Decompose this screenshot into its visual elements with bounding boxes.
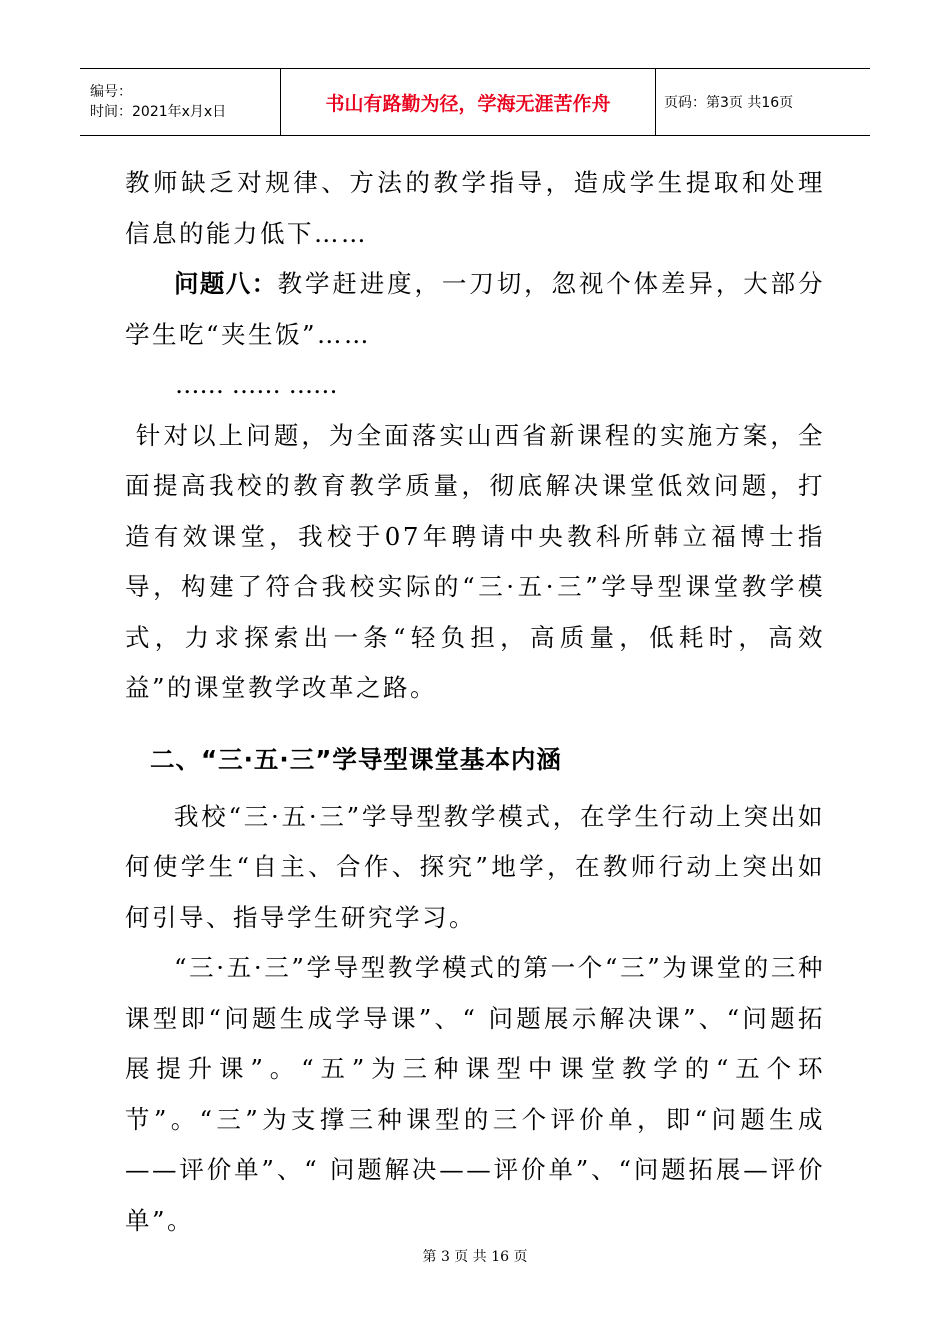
problem-eight-text: 教学赶进度，一刀切，忽视个体差异，大部分学生吃“夹生饭”…… xyxy=(125,269,826,349)
paragraph-continuation: 教师缺乏对规律、方法的教学指导，造成学生提取和处理信息的能力低下…… xyxy=(125,168,825,248)
problem-eight-label: 问题八： xyxy=(174,269,278,298)
page-info-text: 页码：第3页 共16页 xyxy=(664,95,794,111)
motto-text: 书山有路勤为径，学海无涯苦作舟 xyxy=(325,92,611,115)
response-text: 针对以上问题，为全面落实山西省新课程的实施方案，全面提高我校的教育教学质量，彻底解决课堂低效问题，打造有效课堂，我校于07年聘请中央教科所韩立福博士指导，构建了符合我校实际的“三·五·三”学导型课堂教学模式，力求探索出一条“轻负担，高质量，低耗时，高效益”的课堂教学改革之路。 xyxy=(125,420,826,702)
header-motto xyxy=(281,69,656,135)
section-heading: 二、“三·五·三”学导型课堂基本内涵 xyxy=(150,744,562,774)
document-number-label: 编号： xyxy=(90,84,132,100)
paragraph-response xyxy=(125,411,825,714)
header-meta xyxy=(80,69,281,135)
paragraph-model-detail: “三·五·三”学导型教学模式的第一个“三”为课堂的三种课型即“问题生成学导课”、“ 问题展示解决课”、“问题拓展提升课”。“五”为三种课型中课堂教学的“五个环节”。“三”为支撑三种课型的三个评价单，即“问题生成——评价单”、“ 问题解决——评价单”、“问题拓展—评价单”。 xyxy=(125,953,825,1235)
document-time-label: 时间：2021年x月x日 xyxy=(90,104,227,120)
paragraph-model-intro: 我校“三·五·三”学导型教学模式，在学生行动上突出如何使学生“自主、合作、探究”地学，在教师行动上突出如何引导、指导学生研究学习。 xyxy=(125,801,825,932)
page-footer xyxy=(0,1246,950,1266)
paragraph-problem-eight xyxy=(125,259,825,360)
paragraph-ellipsis: …… …… …… xyxy=(175,370,338,399)
header-page-info xyxy=(656,69,870,135)
footer-page-number: 第 3 页 共 16 页 xyxy=(422,1249,528,1265)
document-body xyxy=(125,158,825,1246)
page-header xyxy=(80,68,870,136)
